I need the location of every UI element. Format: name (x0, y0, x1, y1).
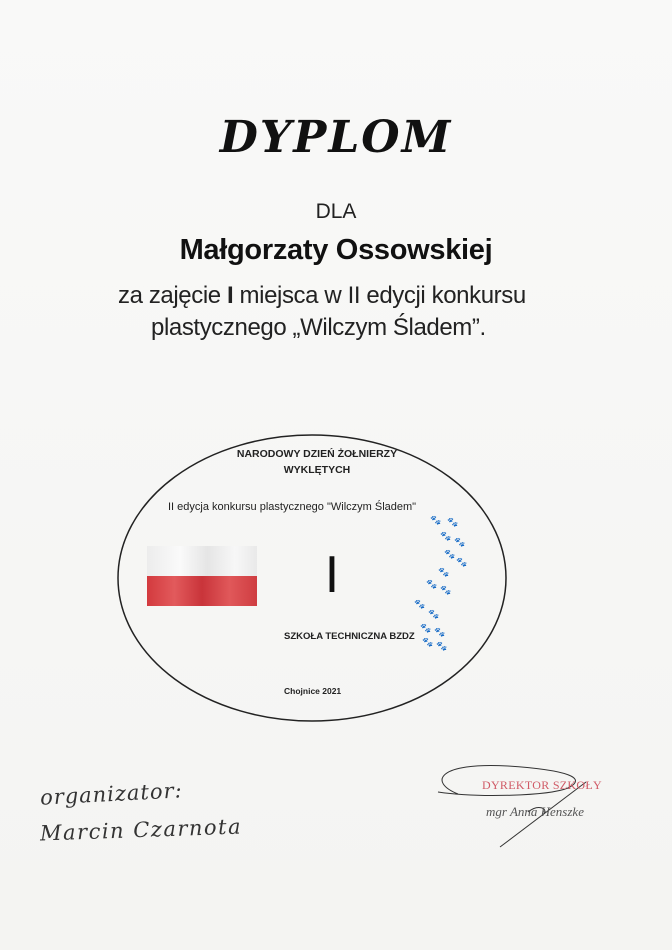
award-place: I (227, 282, 234, 309)
paw-print-icon: 🐾 (454, 537, 466, 547)
paw-print-icon: 🐾 (426, 579, 438, 589)
director-stamp-title: DYREKTOR SZKOŁY (482, 778, 602, 792)
award-text-suffix: miejsca w II edycji konkursu (233, 282, 526, 309)
poster-title-line-1: NARODOWY DZIEŃ ŻOŁNIERZY (236, 448, 398, 460)
award-text-line-2: plastycznego „Wilczym Śladem”. (151, 314, 486, 341)
poster-title-line-2: WYKLĘTYCH (283, 464, 351, 476)
award-text-line-1 (118, 282, 526, 310)
paw-print-icon: 🐾 (430, 515, 442, 525)
poster-city-year: Chojnice 2021 (284, 686, 342, 696)
paw-print-icon: 🐾 (414, 599, 426, 609)
flag-white-stripe (147, 546, 257, 576)
poster-subtitle: II edycja konkursu plastycznego "Wilczym Śladem" (168, 501, 417, 513)
diploma-title: DYPLOM (219, 112, 453, 163)
paw-print-icon: 🐾 (428, 609, 440, 619)
recipient-name: Małgorzaty Ossowskiej (179, 234, 493, 266)
paw-print-icon: 🐾 (434, 627, 446, 637)
paw-print-icon: 🐾 (447, 517, 459, 527)
paw-print-icon: 🐾 (422, 637, 434, 647)
poster-school: SZKOŁA TECHNICZNA BZDZ (284, 631, 415, 642)
paw-print-icon: 🐾 (444, 549, 456, 559)
paw-print-icon: 🐾 (438, 567, 450, 577)
organizer-label: organizator: (39, 778, 184, 810)
paw-print-icon: 🐾 (440, 585, 452, 595)
paw-print-icon: 🐾 (456, 557, 468, 567)
paw-print-icon: 🐾 (436, 641, 448, 651)
director-stamp-name: mgr Anna Henszke (486, 804, 584, 819)
flag-red-stripe (147, 576, 257, 606)
paw-print-icon: 🐾 (440, 531, 452, 541)
polish-flag (147, 546, 257, 606)
poster-place-numeral: I (324, 546, 340, 604)
organizer-signature: Marcin Czarnota (39, 814, 243, 846)
competition-poster (112, 428, 512, 728)
paw-print-icon: 🐾 (420, 623, 432, 633)
poster-title (202, 446, 432, 478)
director-signature-stroke (418, 752, 618, 852)
dla-label: DLA (315, 200, 357, 223)
award-text-prefix: za zajęcie (118, 282, 227, 309)
